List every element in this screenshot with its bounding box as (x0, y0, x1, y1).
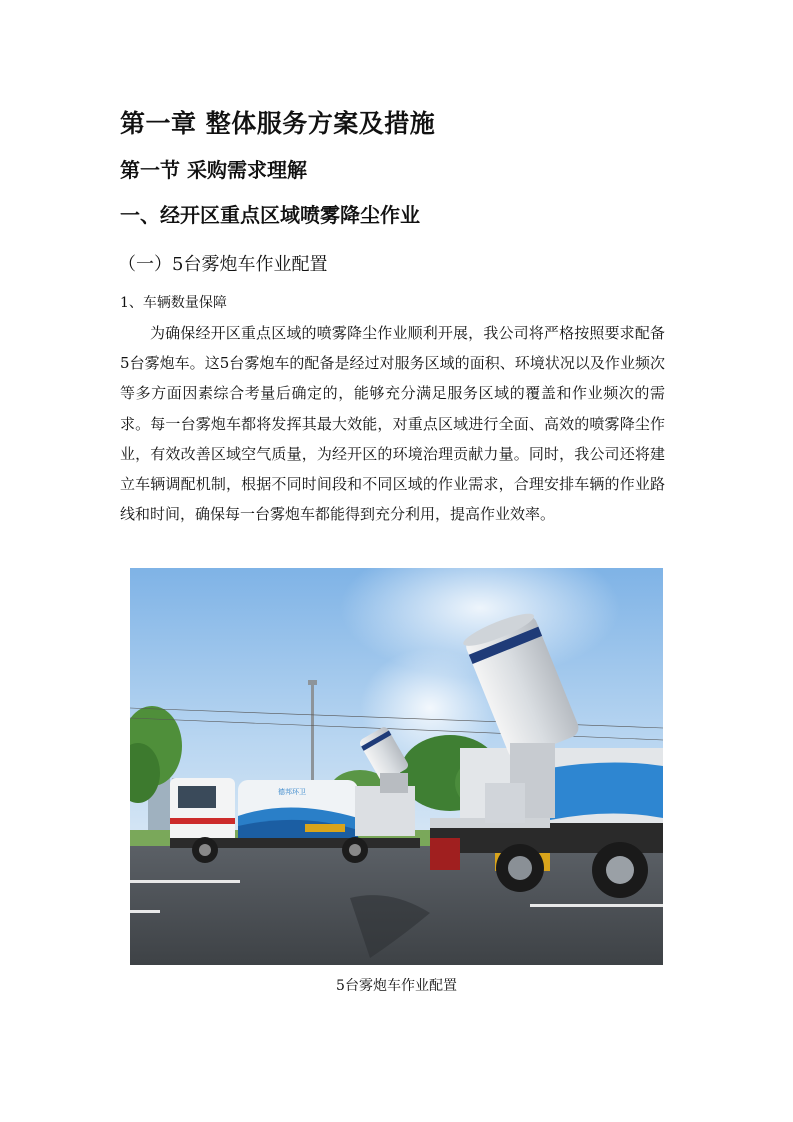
truck-logo-text: 德邦环卫 (278, 788, 306, 796)
rear-bumper (430, 838, 460, 870)
fog-cannon-truck-photo (130, 568, 663, 965)
item-title: （一）5台雾炮车作业配置 (118, 254, 328, 275)
subitem-title: 1、车辆数量保障 (120, 295, 227, 311)
figure-caption: 5台雾炮车作业配置 (336, 978, 457, 994)
chapter-title: 第一章 整体服务方案及措施 (120, 109, 436, 138)
subsection-title: 一、经开区重点区域喷雾降尘作业 (120, 203, 420, 227)
lane-marking (130, 910, 160, 913)
lane-marking (130, 880, 240, 883)
body-paragraph: 为确保经开区重点区域的喷雾降尘作业顺利开展，我公司将严格按照要求配备5台雾炮车。这5台雾炮车的配备是经过对服务区域的面积、环境状况以及作业频次等多方面因素综合考量后确定的，能够充分满足服务区域的覆盖和作业频次的需求。每一台雾炮车都将发挥其最大效能，对重点区域进行全面、高效的喷雾降尘作业，有效改善区域空气质量，为经开区的环境治理贡献力量。同时，我公司还将建立车辆调配机制，根据不同时间段和不同区域的作业需求，合理安排车辆的作业路线和时间，确保每一台雾炮车都能得到充分利用，提高作业效率。 (120, 324, 665, 524)
lane-marking (530, 904, 663, 907)
section-title: 第一节 采购需求理解 (120, 158, 307, 182)
